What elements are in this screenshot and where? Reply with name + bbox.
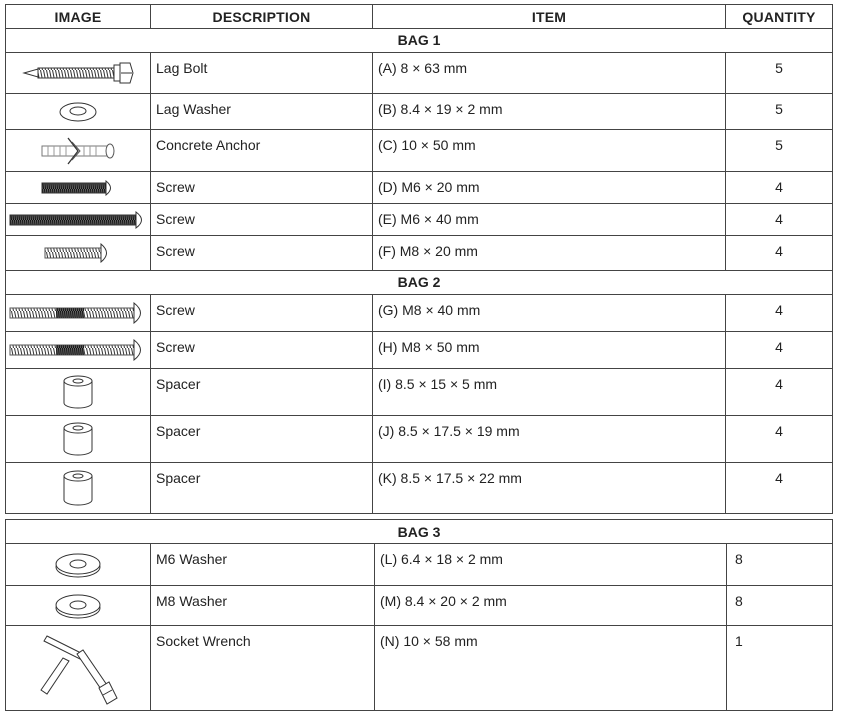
row-quantity: 4: [775, 339, 783, 355]
row-item: (I) 8.5 × 15 × 5 mm: [373, 369, 726, 415]
row-quantity: 4: [775, 302, 783, 318]
table-row: [6, 236, 832, 271]
screw-icon: [6, 236, 151, 270]
row-quantity: 8: [735, 593, 743, 609]
row-quantity: 5: [775, 137, 783, 153]
screw-icon: [6, 332, 151, 368]
table-row: [6, 332, 832, 369]
row-item: (F) M8 × 20 mm: [373, 236, 726, 270]
row-description: Screw: [151, 332, 373, 368]
screw-icon: [6, 204, 151, 235]
row-description: Screw: [151, 295, 373, 331]
table-row: [6, 369, 832, 416]
row-item: (A) 8 × 63 mm: [373, 53, 726, 93]
washer-icon: [6, 544, 151, 585]
header-image: IMAGE: [6, 5, 151, 28]
row-description: Spacer: [151, 416, 373, 462]
row-item: (E) M6 × 40 mm: [373, 204, 726, 235]
socket-wrench-icon: [6, 626, 151, 710]
row-quantity: 5: [775, 60, 783, 76]
row-item: (H) M8 × 50 mm: [373, 332, 726, 368]
spacer-icon: [6, 463, 151, 513]
row-item: (G) M8 × 40 mm: [373, 295, 726, 331]
row-quantity: 4: [775, 423, 783, 439]
header-description: DESCRIPTION: [151, 5, 373, 28]
row-description: Spacer: [151, 369, 373, 415]
row-item: (C) 10 × 50 mm: [373, 130, 726, 171]
row-description: Concrete Anchor: [151, 130, 373, 171]
table-row: [6, 204, 832, 236]
row-quantity: 4: [775, 376, 783, 392]
table-row: [6, 130, 832, 172]
table-row: [6, 172, 832, 204]
row-quantity: 1: [735, 633, 743, 649]
bag-2-title: BAG 2: [6, 271, 832, 295]
table-row: [6, 94, 832, 130]
row-description: Lag Washer: [151, 94, 373, 129]
row-description: Screw: [151, 236, 373, 270]
row-quantity: 4: [775, 470, 783, 486]
row-description: Screw: [151, 172, 373, 203]
lag-bolt-icon: [6, 53, 151, 93]
table-row: [6, 416, 832, 463]
table-row: [6, 463, 832, 513]
table-row: [6, 544, 832, 586]
row-description: Lag Bolt: [151, 53, 373, 93]
row-quantity: 5: [775, 101, 783, 117]
row-item: (B) 8.4 × 19 × 2 mm: [373, 94, 726, 129]
row-item: (L) 6.4 × 18 × 2 mm: [375, 544, 727, 585]
row-item: (K) 8.5 × 17.5 × 22 mm: [373, 463, 726, 513]
screw-icon: [6, 295, 151, 331]
row-item: (N) 10 × 58 mm: [375, 626, 727, 710]
row-item: (M) 8.4 × 20 × 2 mm: [375, 586, 727, 625]
concrete-anchor-icon: [6, 130, 151, 171]
lag-washer-icon: [6, 94, 151, 129]
row-description: M8 Washer: [151, 586, 375, 625]
row-description: Spacer: [151, 463, 373, 513]
row-quantity: 4: [775, 243, 783, 259]
row-item: (D) M6 × 20 mm: [373, 172, 726, 203]
parts-table-bags-1-2: [5, 4, 833, 514]
table-header-row: [6, 5, 832, 29]
spacer-icon: [6, 416, 151, 462]
row-description: Screw: [151, 204, 373, 235]
screw-icon: [6, 172, 151, 203]
parts-table-bag-3: [5, 519, 833, 711]
bag-1-title: BAG 1: [6, 29, 832, 53]
table-row: [6, 295, 832, 332]
row-quantity: 8: [735, 551, 743, 567]
row-quantity: 4: [775, 179, 783, 195]
row-quantity: 4: [775, 211, 783, 227]
bag-3-title: BAG 3: [6, 520, 832, 544]
row-description: Socket Wrench: [151, 626, 375, 710]
header-item: ITEM: [373, 5, 726, 28]
spacer-icon: [6, 369, 151, 415]
washer-icon: [6, 586, 151, 625]
table-row: [6, 586, 832, 626]
row-item: (J) 8.5 × 17.5 × 19 mm: [373, 416, 726, 462]
row-description: M6 Washer: [151, 544, 375, 585]
table-row: [6, 626, 832, 710]
table-row: [6, 53, 832, 94]
header-quantity: QUANTITY: [742, 9, 816, 25]
